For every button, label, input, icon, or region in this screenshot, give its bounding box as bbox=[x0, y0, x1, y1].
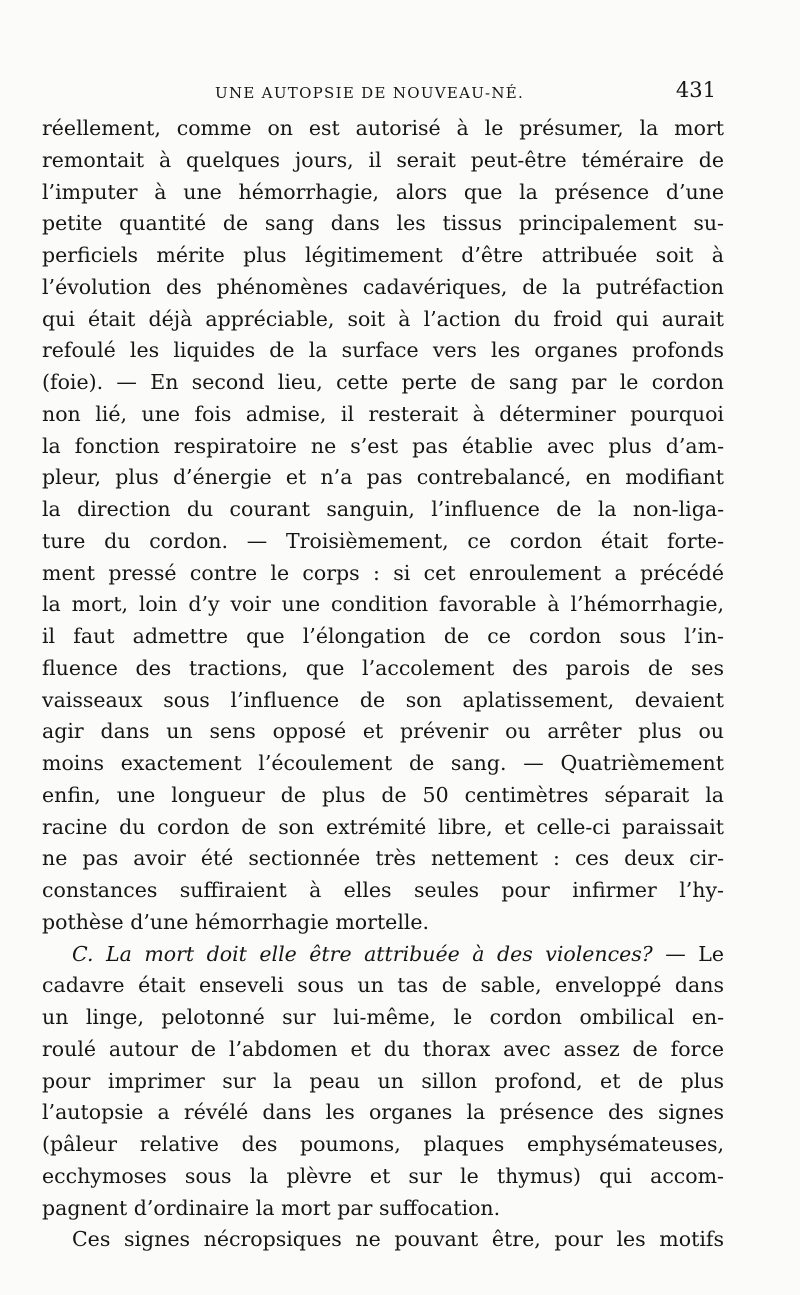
text-line: roulé autour de l’abdomen et du thorax avec assez de force bbox=[42, 1036, 724, 1061]
text-line: remontait à quelques jours, il serait peut-être téméraire de bbox=[42, 147, 724, 172]
text-line: (foie). — En second lieu, cette perte de sang par le cordon bbox=[42, 370, 724, 394]
text-line: (pâleur relative des poumons, plaques emphysémateuses, bbox=[42, 1132, 724, 1156]
text-line: pothèse d’une hémorrhagie mortelle. bbox=[42, 909, 430, 934]
text-line: non lié, une fois admise, il resterait à déterminer pourquoi bbox=[42, 401, 724, 426]
text-line: la fonction respiratoire ne s’est pas établie avec plus d’am- bbox=[42, 433, 724, 458]
text-line: fluence des tractions, que l’accolement des parois de ses bbox=[42, 655, 724, 680]
text-line: qui était déjà appréciable, soit à l’action du froid qui aurait bbox=[42, 306, 724, 331]
page-number: 431 bbox=[675, 78, 716, 102]
text-line: agir dans un sens opposé et prévenir ou arrêter plus ou bbox=[42, 719, 724, 744]
text-line: vaisseaux sous l’influence de son aplatissement, devaient bbox=[42, 687, 724, 712]
paragraph-3 bbox=[42, 1224, 724, 1256]
text-line: cadavre était enseveli sous un tas de sable, enveloppé dans bbox=[42, 973, 724, 998]
text-line: pleur, plus d’énergie et n’a pas contrebalancé, en modifiant bbox=[42, 465, 724, 490]
text-line: ne pas avoir été sectionnée très nettement : ces deux cir- bbox=[42, 846, 724, 871]
text-line: la direction du courant sanguin, l’influence de la non-liga- bbox=[42, 497, 724, 521]
running-head bbox=[40, 78, 730, 108]
paragraph-2 bbox=[42, 939, 724, 1225]
running-title: UNE AUTOPSIE DE NOUVEAU-NÉ. bbox=[215, 84, 525, 102]
text-line: racine du cordon de son extrémité libre, et celle-ci paraissait bbox=[42, 814, 724, 839]
text-line: perficiels mérite plus légitimement d’être attribuée soit à bbox=[42, 243, 724, 267]
text-line: ment pressé contre le corps : si cet enroulement a précédé bbox=[42, 560, 724, 585]
text-line: l’autopsie a révélé dans les organes la présence des signes bbox=[42, 1100, 724, 1125]
text-line: constances suffiraient à elles seules pour infirmer l’hy- bbox=[42, 878, 724, 902]
section-heading-line bbox=[42, 939, 724, 971]
text-line: pagnent d’ordinaire la mort par suffocation. bbox=[42, 1195, 501, 1220]
text-line: la mort, loin d’y voir une condition favorable à l’hémorrhagie, bbox=[42, 592, 724, 617]
text-line: Ces signes nécropsiques ne pouvant être, pour les motifs bbox=[72, 1227, 724, 1252]
text-line: l’imputer à une hémorrhagie, alors que la présence d’une bbox=[42, 179, 724, 204]
paragraph-1 bbox=[42, 113, 724, 939]
text-line: petite quantité de sang dans les tissus principalement su- bbox=[42, 211, 724, 236]
text-line: enfin, une longueur de plus de 50 centimètres séparait la bbox=[42, 782, 724, 807]
text-line: pour imprimer sur la peau un sillon profond, et de plus bbox=[42, 1068, 724, 1093]
text-line: il faut admettre que l’élongation de ce cordon sous l’in- bbox=[42, 624, 724, 648]
text-line: un linge, pelotonné sur lui-même, le cordon ombilical en- bbox=[42, 1005, 724, 1029]
text-line: refoulé les liquides de la surface vers les organes profonds bbox=[42, 338, 724, 363]
heading-continuation: — Le bbox=[652, 941, 724, 966]
body-text bbox=[42, 113, 724, 1256]
text-line: réellement, comme on est autorisé à le présumer, la mort bbox=[42, 116, 724, 140]
text-line: moins exactement l’écoulement de sang. — Quatrièmement bbox=[42, 751, 724, 775]
text-line: l’évolution des phénomènes cadavériques, de la putréfaction bbox=[42, 274, 724, 299]
text-line: ecchymoses sous la plèvre et sur le thymus) qui accom- bbox=[42, 1163, 724, 1188]
text-line: ture du cordon. — Troisièmement, ce cordon était forte- bbox=[42, 528, 724, 553]
section-heading: C. La mort doit elle être attribuée à des violences? bbox=[72, 941, 653, 966]
